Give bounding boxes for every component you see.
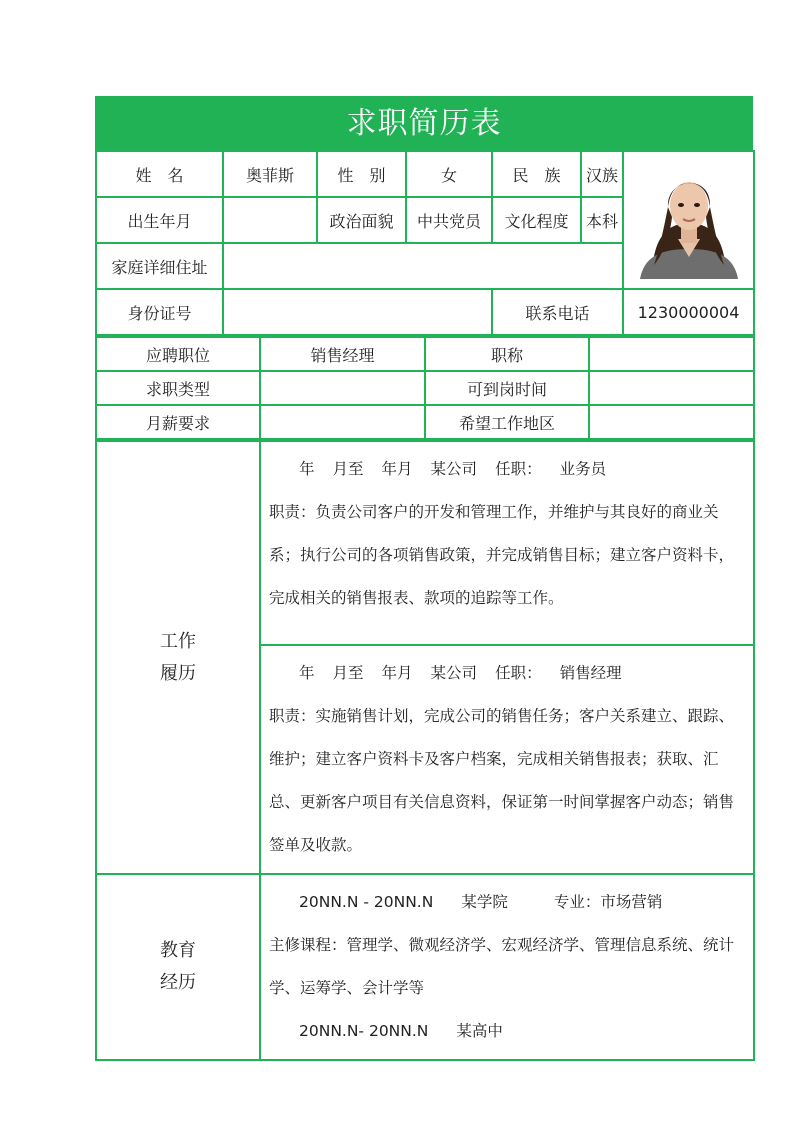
region-value[interactable]: [589, 405, 754, 439]
education-label-line2: 经历: [160, 972, 196, 993]
salary-value[interactable]: [260, 405, 425, 439]
birth-value[interactable]: [223, 197, 317, 243]
work-entry-2[interactable]: [260, 645, 754, 874]
basic-info-table: [95, 150, 755, 336]
education-value[interactable]: 本科: [581, 197, 623, 243]
gender-label: 性 别: [317, 151, 406, 197]
title-label: 职称: [425, 337, 589, 371]
address-label: 家庭详细住址: [96, 243, 223, 289]
work-label-line2: 履历: [160, 662, 196, 684]
id-label: 身份证号: [96, 289, 223, 335]
page-title: 求职简历表: [95, 96, 753, 150]
gender-value[interactable]: 女: [406, 151, 492, 197]
resume-sheet: [95, 96, 753, 1061]
work-entry-1[interactable]: [260, 441, 754, 645]
position-label: 应聘职位: [96, 337, 260, 371]
work-entry-2-header: 年 月至 年月 某公司 任职： 销售经理: [299, 664, 622, 682]
photo-cell: [623, 151, 754, 289]
type-label: 求职类型: [96, 371, 260, 405]
job-info-table: [95, 336, 755, 440]
available-value[interactable]: [589, 371, 754, 405]
type-value[interactable]: [260, 371, 425, 405]
available-label: 可到岗时间: [425, 371, 589, 405]
work-entry-1-duties: 职责：负责公司客户的开发和管理工作，并维护与其良好的商业关系；执行公司的各项销售政策，并完成销售目标；建立客户资料卡，完成相关的销售报表、款项的追踪等工作。: [269, 503, 735, 607]
history-table: [95, 440, 755, 1061]
work-entry-2-duties: 职责：实施销售计划，完成公司的销售任务；客户关系建立、跟踪、维护；建立客户资料卡及客户档案，完成相关销售报表；获取、汇总、更新客户项目有关信息资料，保证第一时间掌握客户动态；销售签单及收款。: [269, 707, 735, 854]
education-section-label: [96, 874, 260, 1060]
ethnic-label: 民 族: [492, 151, 581, 197]
politics-value[interactable]: 中共党员: [406, 197, 492, 243]
phone-label: 联系电话: [492, 289, 623, 335]
name-value[interactable]: 奥菲斯: [223, 151, 317, 197]
title-value[interactable]: [589, 337, 754, 371]
education-label: 文化程度: [492, 197, 581, 243]
education-courses: 主修课程：管理学、微观经济学、宏观经济学、管理信息系统、统计学、运筹学、会计学等: [269, 936, 735, 997]
name-label: 姓 名: [96, 151, 223, 197]
politics-label: 政治面貌: [317, 197, 406, 243]
work-entry-1-header: 年 月至 年月 某公司 任职： 业务员: [299, 460, 607, 478]
education-label-line1: 教育: [160, 940, 196, 961]
address-value[interactable]: [223, 243, 623, 289]
phone-value[interactable]: 1230000004: [623, 289, 754, 335]
region-label: 希望工作地区: [425, 405, 589, 439]
portrait-photo-icon: [630, 161, 748, 279]
ethnic-value[interactable]: 汉族: [581, 151, 623, 197]
id-value[interactable]: [223, 289, 492, 335]
work-label-line1: 工作: [160, 630, 196, 652]
education-entry-1-header: 20NN.N - 20NN.N 某学院 专业：市场营销: [299, 893, 663, 911]
salary-label: 月薪要求: [96, 405, 260, 439]
position-value[interactable]: 销售经理: [260, 337, 425, 371]
education-entry-2-header: 20NN.N- 20NN.N 某高中: [299, 1022, 503, 1040]
birth-label: 出生年月: [96, 197, 223, 243]
work-section-label: [96, 441, 260, 874]
education-entry[interactable]: [260, 874, 754, 1060]
